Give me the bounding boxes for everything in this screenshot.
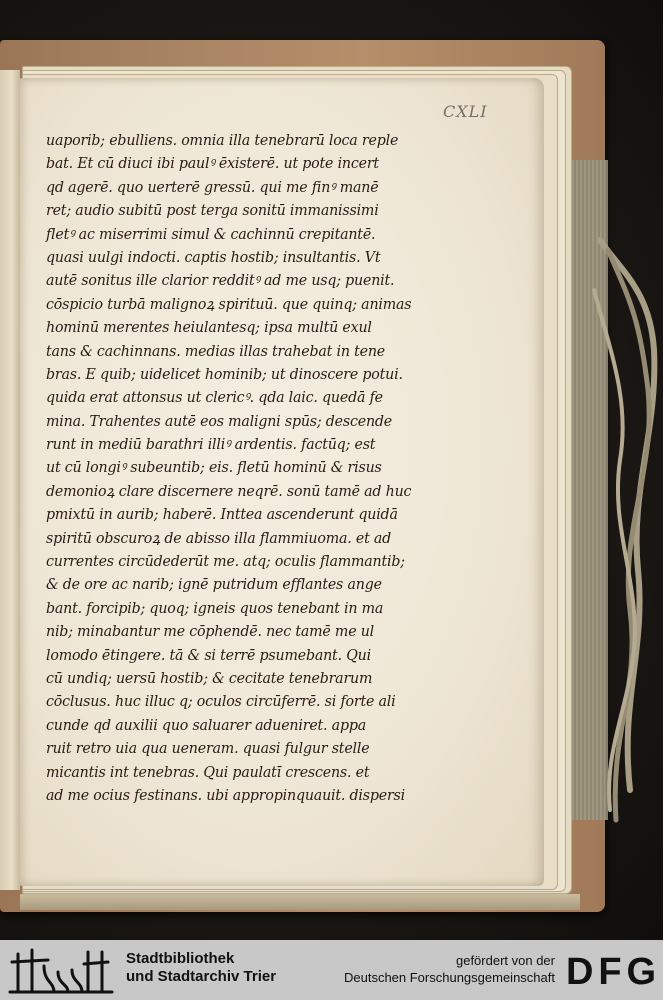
manuscript-line: hominū merentes heiulantesq; ipsa multū exul bbox=[46, 320, 372, 337]
manuscript-line: runt in mediū barathri illiꝰ ardentis. factūq; est bbox=[46, 437, 376, 454]
manuscript-line: ret; audio subitū post terga sonitū immanissimi bbox=[46, 203, 379, 220]
facing-page-edge bbox=[0, 70, 20, 890]
manuscript-line: & de ore ac narib; ignē putridum efflantes ange bbox=[46, 577, 382, 594]
manuscript-line: cunde qd auxilii quo saluarer adueniret. appa bbox=[46, 717, 367, 734]
manuscript-line: spiritū obscuroꝝ de abisso illa flammiuoma. et ad bbox=[46, 530, 392, 547]
library-name-line2: und Stadtarchiv Trier bbox=[126, 968, 277, 985]
dfg-logo bbox=[566, 949, 658, 991]
manuscript-line: pmixtū in aurib; haberē. Inttea ascenderunt quidā bbox=[46, 507, 398, 524]
manuscript-line: quida erat attonsus ut clericꝰ. qda laic. quedā fe bbox=[46, 390, 383, 407]
manuscript-line: micantis int tenebras. Qui paulatī crescens. et bbox=[46, 764, 370, 781]
funding-line2: Deutschen Forschungsgemeinschaft bbox=[343, 970, 555, 985]
binding-ties-icon bbox=[590, 230, 663, 830]
library-name-line1: Stadtbibliothek bbox=[126, 950, 235, 967]
manuscript-line: cū undiq; uersū hostib; & cecitate tenebrarum bbox=[46, 670, 373, 687]
manuscript-line: autē sonitus ille clarior redditꝰ ad me usq; puenit. bbox=[46, 273, 395, 290]
trier-library-logo-icon bbox=[8, 946, 118, 996]
manuscript-line: ruit retro uia qua ueneram. quasi fulgur stelle bbox=[46, 741, 370, 758]
funding-line1: gefördert von der bbox=[455, 953, 555, 968]
manuscript-line: qd agerē. quo uerterē gressū. qui me finꝰ manē bbox=[46, 179, 379, 196]
funding-note bbox=[344, 952, 555, 986]
manuscript-line: bant. forcipib; quoq; igneis quos tenebant in ma bbox=[46, 600, 384, 617]
manuscript-line: demonioꝝ clare discernere neqrē. sonū tamē ad huc bbox=[46, 483, 412, 500]
manuscript-line: lomodo ētingere. tā & si terrē psumebant. Qui bbox=[46, 647, 371, 664]
manuscript-text-block bbox=[46, 130, 436, 808]
dfg-logo-text: DFG bbox=[566, 951, 656, 991]
manuscript-line: quasi uulgi indocti. captis hostib; insultantis. Vt bbox=[46, 249, 381, 266]
folio-number: CXLI bbox=[443, 102, 488, 121]
binding-fold bbox=[20, 894, 580, 910]
manuscript-line: cōclusus. huc illuc q; oculos circūferrē. si forte ali bbox=[46, 694, 396, 711]
manuscript-line: cōspicio turbā malignoꝝ spirituū. que quinq; animas bbox=[46, 296, 412, 313]
footer-bar bbox=[0, 940, 663, 1000]
manuscript-line: tans & cachinnans. medias illas trahebat in tene bbox=[46, 343, 386, 360]
manuscript-line: bat. Et cū diuci ibi paulꝰ ēxisterē. ut pote incert bbox=[46, 156, 379, 173]
manuscript-line: mina. Trahentes autē eos maligni spūs; descende bbox=[46, 413, 393, 430]
manuscript-line: currentes circūdederūt me. atq; oculis flammantib; bbox=[46, 554, 405, 571]
manuscript-line: fletꝰ ac miserrimi simul & cachinnū crepitantē. bbox=[46, 226, 376, 243]
library-name bbox=[126, 950, 276, 986]
manuscript-line: ad me ocius festinans. ubi appropinquauit. dispersi bbox=[46, 787, 405, 804]
manuscript-line: nib; minabantur me cōphendē. nec tamē me ul bbox=[46, 624, 375, 641]
manuscript-line: bras. E quib; uidelicet hominib; ut dinoscere potui. bbox=[46, 366, 403, 383]
manuscript-line: ut cū longiꝰ subeuntib; eis. fletū hominū & risus bbox=[46, 460, 382, 477]
manuscript-line: uaporib; ebulliens. omnia illa tenebrarū loca reple bbox=[46, 133, 399, 149]
